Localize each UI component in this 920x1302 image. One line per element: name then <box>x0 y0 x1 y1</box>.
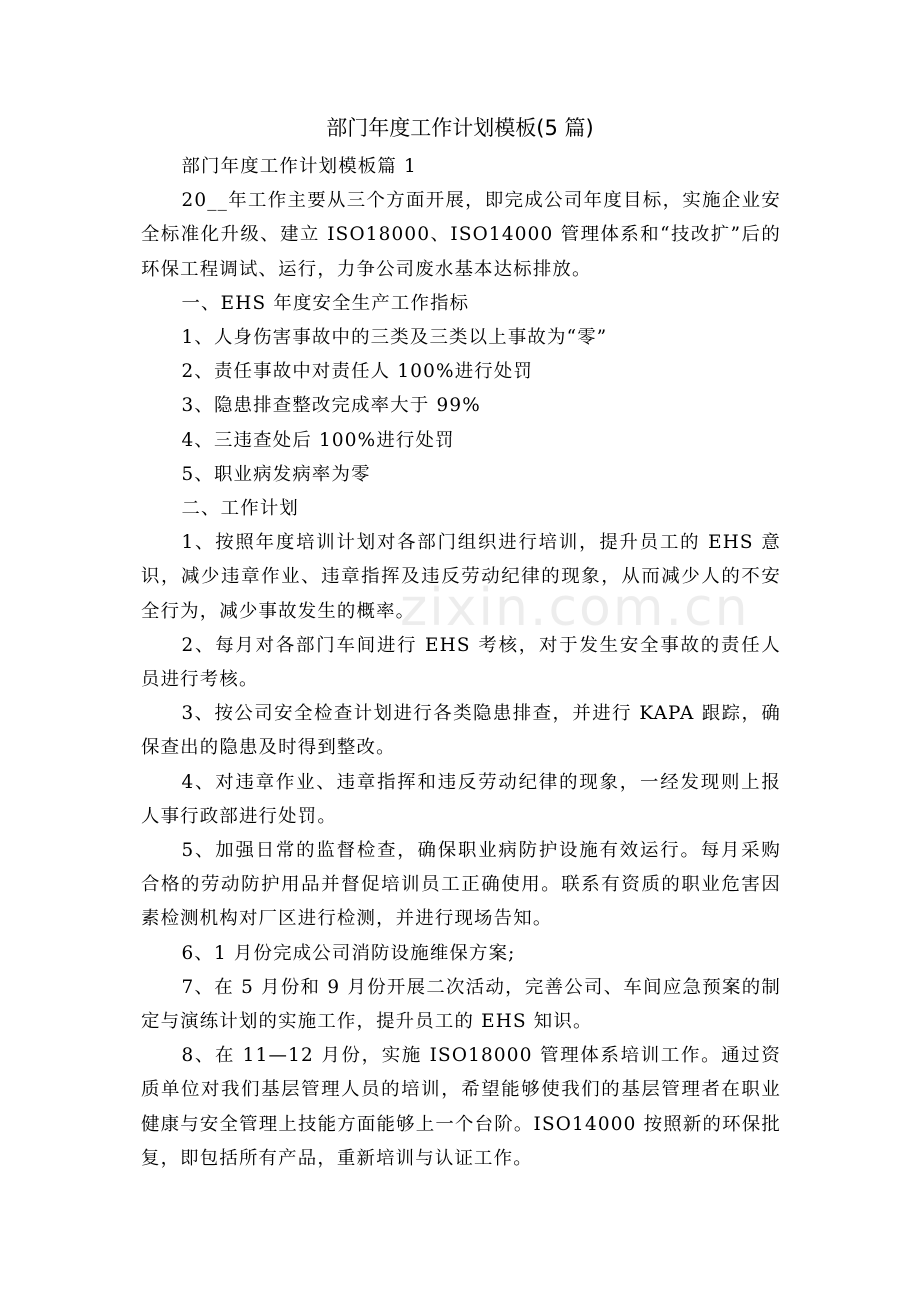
list-item: 4、对违章作业、违章指挥和违反劳动纪律的现象，一经发现则上报人事行政部进行处罚。 <box>141 771 781 827</box>
document-title: 部门年度工作计划模板(5 篇) <box>326 116 594 140</box>
intro-paragraph: 20__年工作主要从三个方面开展，即完成公司年度目标，实施企业安全标准化升级、建立 ISO18000、ISO14000 管理体系和“技改扩”后的环保工程调试、运行，力争公司废水基本达标排放。 <box>141 190 781 280</box>
list-item: 4、三违查处后 100%进行处罚 <box>181 429 455 451</box>
list-item: 3、隐患排查整改完成率大于 99% <box>181 395 481 417</box>
list-item: 3、按公司安全检查计划进行各类隐患排查，并进行 KAPA 跟踪，确保查出的隐患及时得到整改。 <box>141 703 781 759</box>
list-item: 1、人身伤害事故中的三类及三类以上事故为“零” <box>181 327 608 349</box>
section-heading: 部门年度工作计划模板篇 1 <box>181 156 417 177</box>
list-item: 5、加强日常的监督检查，确保职业病防护设施有效运行。每月采购合格的劳动防护用品并督促培训员工正确使用。联系有资质的职业危害因素检测机构对厂区进行检测，并进行现场告知。 <box>141 840 781 930</box>
list-item: 2、责任事故中对责任人 100%进行处罚 <box>181 361 534 383</box>
section-heading: 一、EHS 年度安全生产工作指标 <box>181 292 470 314</box>
list-item: 2、每月对各部门车间进行 EHS 考核，对于发生安全事故的责任人员进行考核。 <box>141 634 781 691</box>
list-item: 5、职业病发病率为零 <box>181 463 371 485</box>
watermark: zixin.com.cn <box>400 578 750 638</box>
list-item: 7、在 5 月份和 9 月份开展二次活动，完善公司、车间应急预案的制定与演练计划的实施工作，提升员工的 EHS 知识。 <box>141 976 781 1033</box>
list-item: 8、在 11—12 月份，实施 ISO18000 管理体系培训工作。通过资质单位对我们基层管理人员的培训，希望能够使我们的基层管理者在职业健康与安全管理上技能方面能够上一个台阶。ISO14000 按照新的环保批复，即包括所有产品，重新培训与认证工作。 <box>141 1045 781 1169</box>
list-item: 6、1 月份完成公司消防设施维保方案; <box>181 942 516 964</box>
document-body <box>141 150 781 1176</box>
list-item: 1、按照年度培训计划对各部门组织进行培训，提升员工的 EHS 意识，减少违章作业、违章指挥及违反劳动纪律的现象，从而减少人的不安全行为，减少事故发生的概率。 <box>141 532 781 622</box>
section-heading: 二、工作计划 <box>181 498 300 520</box>
